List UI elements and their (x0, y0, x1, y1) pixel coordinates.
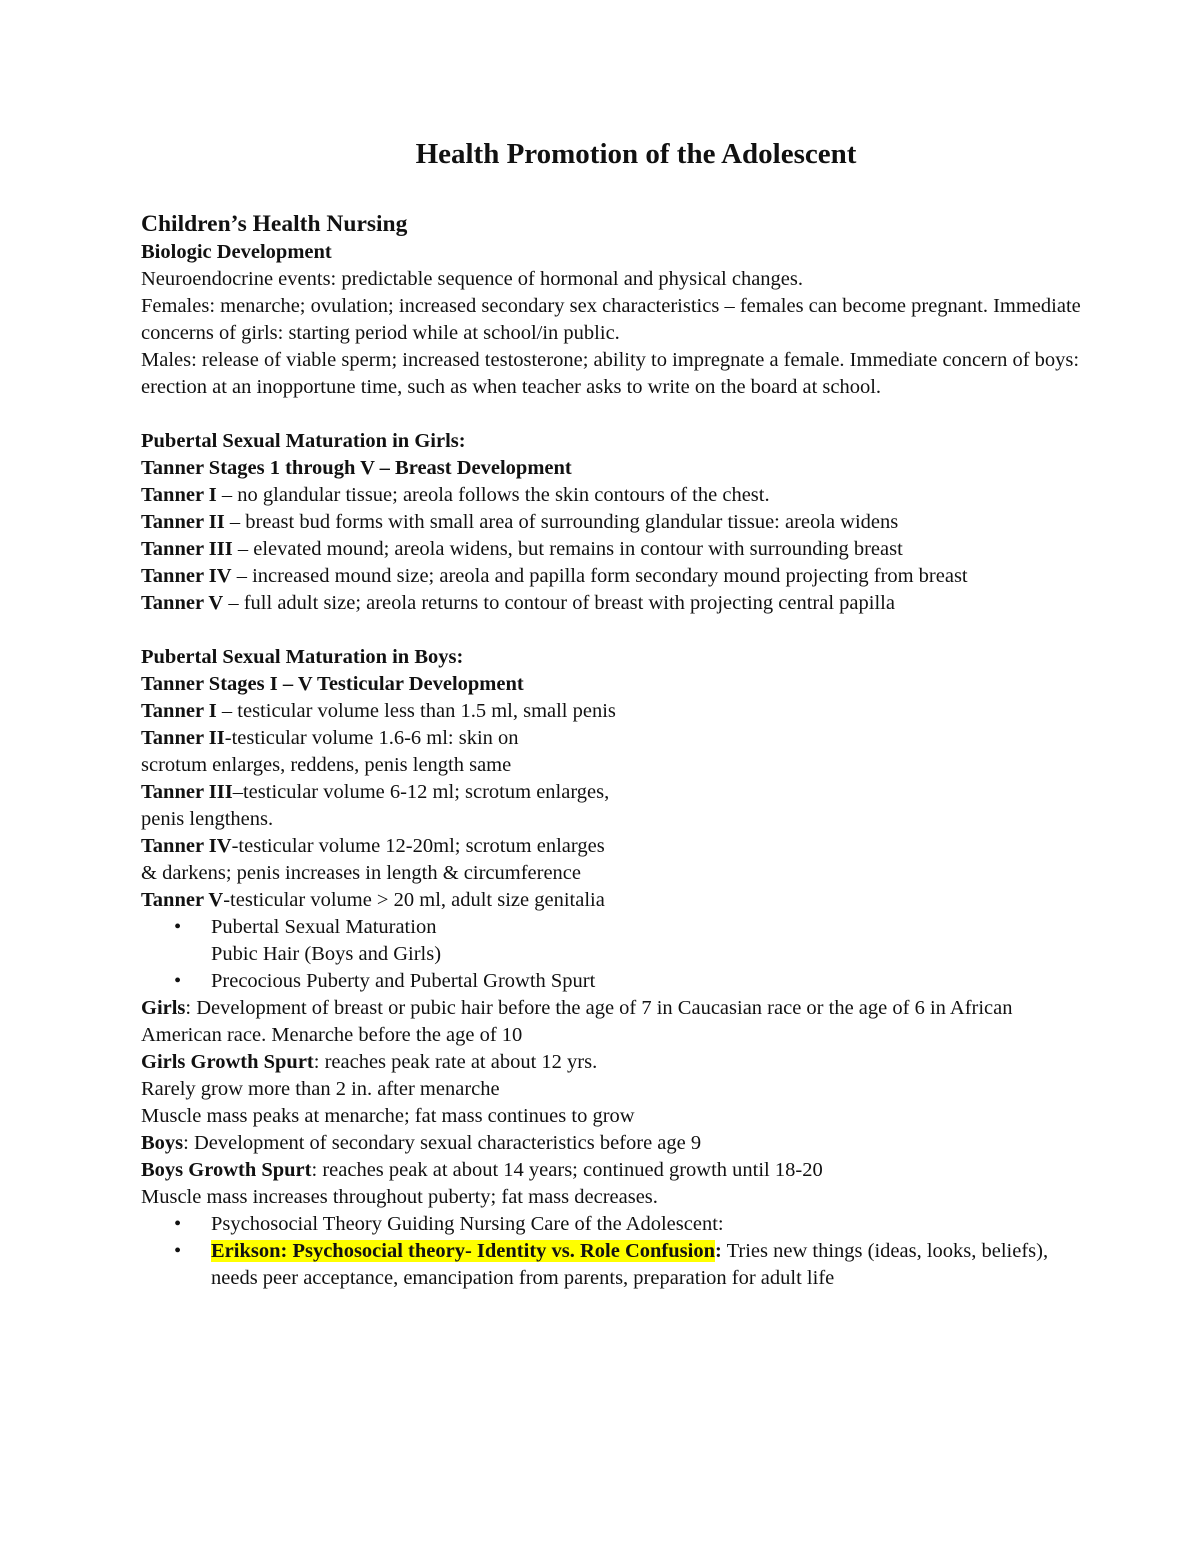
bullet-list (141, 1211, 1081, 1292)
boys-stage: Tanner II-testicular volume 1.6-6 ml: skin on (141, 727, 519, 749)
boys-stage-continued: penis lengthens. (141, 808, 274, 830)
boys-stage: Tanner I – testicular volume less than 1.5 ml, small penis (141, 700, 616, 722)
girls-growth-spurt: Girls Growth Spurt: reaches peak rate at about 12 yrs. (141, 1051, 598, 1073)
biologic-heading: Biologic Development (141, 241, 332, 263)
biologic-line: Neuroendocrine events: predictable sequence of hormonal and physical changes. (141, 268, 804, 290)
girls-stage: Tanner II – breast bud forms with small area of surrounding glandular tissue: areola widens (141, 511, 899, 533)
bullet-icon: • (174, 916, 182, 938)
boys-stage-continued: & darkens; penis increases in length & circumference (141, 862, 582, 884)
girls-precocious: Girls: Development of breast or pubic hair before the age of 7 in Caucasian race or the age of 6 in African American race. Menarche before the age of 10 (141, 997, 1013, 1046)
boys-stage: Tanner IV-testicular volume 12-20ml; scrotum enlarges (141, 835, 605, 857)
bullet-list (141, 914, 1081, 995)
boys-heading: Pubertal Sexual Maturation in Boys: (141, 646, 464, 668)
list-item: • Pubertal Sexual Maturation Pubic Hair (Boys and Girls) (174, 916, 442, 965)
boys-stage-continued: scrotum enlarges, reddens, penis length same (141, 754, 512, 776)
boys-precocious: Boys: Development of secondary sexual characteristics before age 9 (141, 1132, 702, 1154)
girls-stage: Tanner I – no glandular tissue; areola follows the skin contours of the chest. (141, 484, 770, 506)
girls-stage: Tanner V – full adult size; areola returns to contour of breast with projecting central papilla (141, 592, 895, 614)
girls-stage: Tanner III – elevated mound; areola widens, but remains in contour with surrounding breast (141, 538, 903, 560)
list-item: • Erikson: Psychosocial theory- Identity vs. Role Confusion: Tries new things (ideas, looks, beliefs), needs peer acceptance, emancipation from parents, preparation for adult life (174, 1240, 1049, 1289)
boys-subheading: Tanner Stages I – V Testicular Development (141, 673, 524, 695)
girls-stage: Tanner IV – increased mound size; areola and papilla form secondary mound projecting from breast (141, 565, 968, 587)
bullet-icon: • (174, 1240, 182, 1262)
males-paragraph: Males: release of viable sperm; increased testosterone; ability to impregnate a female. Immediate concern of boys: erection at an inopportune time, such as when teacher asks to write on the board at school. (141, 349, 1080, 398)
list-item: • Psychosocial Theory Guiding Nursing Care of the Adolescent: (141, 1211, 1081, 1238)
page-title: Health Promotion of the Adolescent (415, 138, 857, 170)
document-page (141, 138, 1081, 1292)
girls-heading: Pubertal Sexual Maturation in Girls: (141, 430, 466, 452)
boys-stage: Tanner III–testicular volume 6-12 ml; scrotum enlarges, (141, 781, 610, 803)
list-item: • Precocious Puberty and Pubertal Growth Spurt (141, 968, 1081, 995)
boys-stage: Tanner V-testicular volume > 20 ml, adult size genitalia (141, 889, 605, 911)
girls-growth-line: Rarely grow more than 2 in. after menarche (141, 1078, 500, 1100)
highlighted-text: Erikson: Psychosocial theory- Identity vs. Role Confusion (211, 1240, 715, 1262)
boys-growth-line: Muscle mass increases throughout puberty; fat mass decreases. (141, 1186, 658, 1208)
boys-growth-spurt: Boys Growth Spurt: reaches peak at about 14 years; continued growth until 18-20 (141, 1159, 823, 1181)
bullet-icon: • (174, 1213, 182, 1235)
bullet-icon: • (174, 970, 182, 992)
girls-growth-line: Muscle mass peaks at menarche; fat mass continues to grow (141, 1105, 635, 1127)
course-heading: Children’s Health Nursing (141, 211, 408, 237)
females-paragraph: Females: menarche; ovulation; increased secondary sex characteristics – females can become pregnant. Immediate concerns of girls: starting period while at school/in public. (141, 295, 1081, 344)
girls-subheading: Tanner Stages 1 through V – Breast Development (141, 457, 572, 479)
